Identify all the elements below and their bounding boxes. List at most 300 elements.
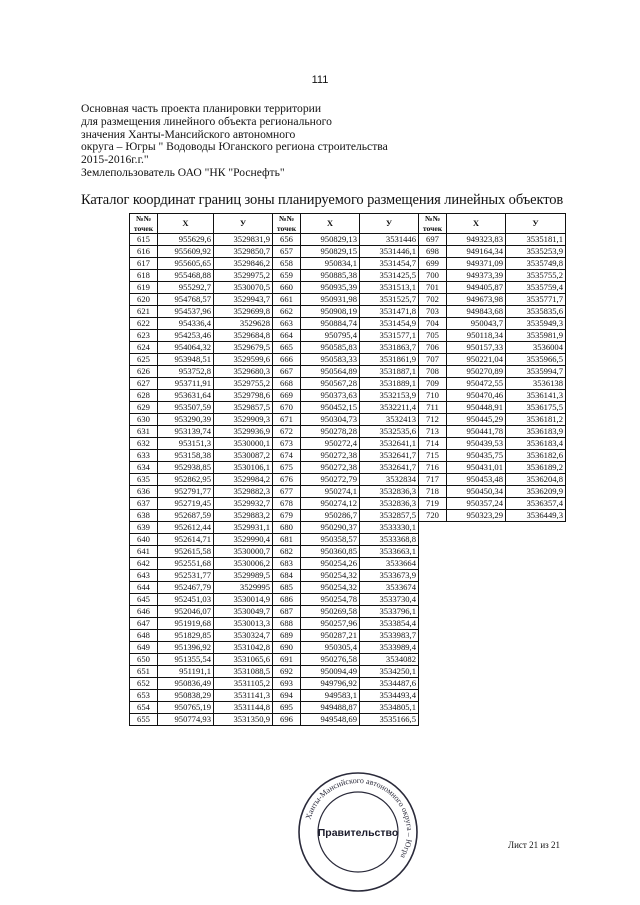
x-coordinate-cell: 949488,87: [301, 702, 360, 714]
point-number-cell: 707: [419, 354, 447, 366]
y-coordinate-cell: 3532211,4: [360, 402, 419, 414]
point-number-cell: 683: [273, 558, 301, 570]
table-row: [130, 522, 566, 534]
point-number-cell: 672: [273, 426, 301, 438]
y-coordinate-cell: 3533854,4: [360, 618, 419, 630]
point-number-cell: 660: [273, 282, 301, 294]
empty-cell: [506, 654, 566, 666]
empty-cell: [447, 558, 506, 570]
y-coordinate-cell: 3535166,5: [360, 714, 419, 726]
table-row: [130, 474, 566, 486]
x-coordinate-cell: 955605,65: [158, 258, 214, 270]
x-coordinate-cell: 950272,38: [301, 462, 360, 474]
table-row: [130, 450, 566, 462]
point-number-cell: 623: [130, 330, 158, 342]
y-coordinate-cell: 3533983,7: [360, 630, 419, 642]
table-row: [130, 354, 566, 366]
x-coordinate-cell: 953151,3: [158, 438, 214, 450]
x-coordinate-cell: 950795,4: [301, 330, 360, 342]
table-row: [130, 366, 566, 378]
empty-cell: [506, 714, 566, 726]
x-coordinate-cell: 953711,91: [158, 378, 214, 390]
x-coordinate-cell: 951396,92: [158, 642, 214, 654]
table-row: [130, 594, 566, 606]
y-coordinate-cell: 3536175,5: [506, 402, 566, 414]
y-coordinate-cell: 3532857,5: [360, 510, 419, 522]
x-coordinate-cell: 950452,15: [301, 402, 360, 414]
y-coordinate-cell: 3535749,8: [506, 258, 566, 270]
table-row: [130, 426, 566, 438]
x-coordinate-cell: 950358,57: [301, 534, 360, 546]
y-coordinate-cell: 3531861,9: [360, 354, 419, 366]
point-number-cell: 619: [130, 282, 158, 294]
point-number-cell: 715: [419, 450, 447, 462]
point-number-cell: 634: [130, 462, 158, 474]
y-coordinate-cell: 3529975,2: [214, 270, 273, 282]
empty-cell: [506, 630, 566, 642]
y-coordinate-cell: 3530006,2: [214, 558, 273, 570]
point-number-cell: 685: [273, 582, 301, 594]
point-number-cell: 630: [130, 414, 158, 426]
table-row: [130, 318, 566, 330]
table-row: [130, 690, 566, 702]
x-coordinate-cell: 949796,92: [301, 678, 360, 690]
y-coordinate-cell: 3535253,9: [506, 246, 566, 258]
table-row: [130, 246, 566, 258]
y-coordinate-cell: 3534805,1: [360, 702, 419, 714]
y-coordinate-cell: 3533673,9: [360, 570, 419, 582]
table-row: [130, 438, 566, 450]
empty-cell: [506, 546, 566, 558]
point-number-cell: 663: [273, 318, 301, 330]
x-coordinate-cell: 950431,01: [447, 462, 506, 474]
empty-cell: [506, 690, 566, 702]
x-coordinate-cell: 954253,46: [158, 330, 214, 342]
x-coordinate-cell: 950274,1: [301, 486, 360, 498]
point-number-cell: 711: [419, 402, 447, 414]
y-coordinate-cell: 3533730,4: [360, 594, 419, 606]
point-number-cell: 645: [130, 594, 158, 606]
y-coordinate-cell: 3530013,3: [214, 618, 273, 630]
empty-cell: [419, 678, 447, 690]
header-point-number: №№ точек: [419, 214, 447, 234]
y-coordinate-cell: 3529755,2: [214, 378, 273, 390]
point-number-cell: 665: [273, 342, 301, 354]
y-coordinate-cell: 3529628: [214, 318, 273, 330]
x-coordinate-cell: 954537,96: [158, 306, 214, 318]
y-coordinate-cell: 3534082: [360, 654, 419, 666]
table-row: [130, 534, 566, 546]
y-coordinate-cell: 3530049,7: [214, 606, 273, 618]
x-coordinate-cell: 952615,58: [158, 546, 214, 558]
header-y: У: [506, 214, 566, 234]
x-coordinate-cell: 952791,77: [158, 486, 214, 498]
x-coordinate-cell: 954064,32: [158, 342, 214, 354]
y-coordinate-cell: 3536189,2: [506, 462, 566, 474]
y-coordinate-cell: 3536181,2: [506, 414, 566, 426]
empty-cell: [447, 606, 506, 618]
y-coordinate-cell: 3532641,7: [360, 462, 419, 474]
point-number-cell: 641: [130, 546, 158, 558]
point-number-cell: 637: [130, 498, 158, 510]
table-row: [130, 666, 566, 678]
point-number-cell: 679: [273, 510, 301, 522]
header-line: для размещения линейного объекта регионального: [81, 114, 332, 128]
y-coordinate-cell: 3529883,2: [214, 510, 273, 522]
table-row: [130, 462, 566, 474]
x-coordinate-cell: 950094,49: [301, 666, 360, 678]
empty-cell: [506, 522, 566, 534]
point-number-cell: 649: [130, 642, 158, 654]
y-coordinate-cell: 3535181,1: [506, 234, 566, 246]
x-coordinate-cell: 950221,04: [447, 354, 506, 366]
empty-cell: [419, 702, 447, 714]
x-coordinate-cell: 950564,89: [301, 366, 360, 378]
x-coordinate-cell: 953507,59: [158, 402, 214, 414]
table-row: [130, 714, 566, 726]
y-coordinate-cell: 3535771,7: [506, 294, 566, 306]
point-number-cell: 622: [130, 318, 158, 330]
y-coordinate-cell: 3532641,1: [360, 438, 419, 450]
y-coordinate-cell: 3529798,6: [214, 390, 273, 402]
point-number-cell: 717: [419, 474, 447, 486]
x-coordinate-cell: 950931,98: [301, 294, 360, 306]
point-number-cell: 657: [273, 246, 301, 258]
x-coordinate-cell: 950043,7: [447, 318, 506, 330]
point-number-cell: 706: [419, 342, 447, 354]
point-number-cell: 655: [130, 714, 158, 726]
x-coordinate-cell: 952551,68: [158, 558, 214, 570]
y-coordinate-cell: 3535994,7: [506, 366, 566, 378]
x-coordinate-cell: 950834,1: [301, 258, 360, 270]
y-coordinate-cell: 3531525,7: [360, 294, 419, 306]
point-number-cell: 708: [419, 366, 447, 378]
header-line: Основная часть проекта планировки территории: [81, 102, 322, 115]
table-row: [130, 630, 566, 642]
point-number-cell: 658: [273, 258, 301, 270]
empty-cell: [447, 630, 506, 642]
point-number-cell: 710: [419, 390, 447, 402]
y-coordinate-cell: 3530070,5: [214, 282, 273, 294]
point-number-cell: 654: [130, 702, 158, 714]
x-coordinate-cell: 952614,71: [158, 534, 214, 546]
x-coordinate-cell: 950360,85: [301, 546, 360, 558]
empty-cell: [447, 594, 506, 606]
point-number-cell: 624: [130, 342, 158, 354]
y-coordinate-cell: 3534493,4: [360, 690, 419, 702]
point-number-cell: 697: [419, 234, 447, 246]
table-row: [130, 486, 566, 498]
y-coordinate-cell: 3533664: [360, 558, 419, 570]
header-y: У: [214, 214, 273, 234]
point-number-cell: 664: [273, 330, 301, 342]
point-number-cell: 686: [273, 594, 301, 606]
point-number-cell: 692: [273, 666, 301, 678]
y-coordinate-cell: 3536357,4: [506, 498, 566, 510]
x-coordinate-cell: 951829,85: [158, 630, 214, 642]
y-coordinate-cell: 3529909,3: [214, 414, 273, 426]
x-coordinate-cell: 950272,79: [301, 474, 360, 486]
x-coordinate-cell: 950274,12: [301, 498, 360, 510]
x-coordinate-cell: 953290,39: [158, 414, 214, 426]
x-coordinate-cell: 952451,03: [158, 594, 214, 606]
y-coordinate-cell: 3529936,9: [214, 426, 273, 438]
x-coordinate-cell: 950908,19: [301, 306, 360, 318]
empty-cell: [419, 654, 447, 666]
x-coordinate-cell: 953139,74: [158, 426, 214, 438]
point-number-cell: 676: [273, 474, 301, 486]
empty-cell: [447, 714, 506, 726]
table-row: [130, 414, 566, 426]
y-coordinate-cell: 3529932,7: [214, 498, 273, 510]
empty-cell: [506, 606, 566, 618]
x-coordinate-cell: 953752,8: [158, 366, 214, 378]
y-coordinate-cell: 3535966,5: [506, 354, 566, 366]
document-header: [81, 103, 511, 180]
x-coordinate-cell: 950254,26: [301, 558, 360, 570]
empty-cell: [419, 522, 447, 534]
table-row: [130, 618, 566, 630]
empty-cell: [506, 702, 566, 714]
x-coordinate-cell: 950838,29: [158, 690, 214, 702]
x-coordinate-cell: 950453,48: [447, 474, 506, 486]
empty-cell: [447, 546, 506, 558]
y-coordinate-cell: 3529680,3: [214, 366, 273, 378]
empty-cell: [447, 618, 506, 630]
x-coordinate-cell: 950450,34: [447, 486, 506, 498]
point-number-cell: 703: [419, 306, 447, 318]
x-coordinate-cell: 952531,77: [158, 570, 214, 582]
table-row: [130, 642, 566, 654]
y-coordinate-cell: 3530014,9: [214, 594, 273, 606]
empty-cell: [419, 546, 447, 558]
y-coordinate-cell: 3533674: [360, 582, 419, 594]
empty-cell: [419, 570, 447, 582]
point-number-cell: 693: [273, 678, 301, 690]
point-number-cell: 684: [273, 570, 301, 582]
point-number-cell: 621: [130, 306, 158, 318]
header-x: X: [447, 214, 506, 234]
x-coordinate-cell: 949323,83: [447, 234, 506, 246]
empty-cell: [419, 534, 447, 546]
point-number-cell: 694: [273, 690, 301, 702]
header-line: Землепользователь ОАО "НК "Роснефть": [81, 165, 285, 179]
y-coordinate-cell: 3536209,9: [506, 486, 566, 498]
y-coordinate-cell: 3536183,9: [506, 426, 566, 438]
empty-cell: [506, 642, 566, 654]
point-number-cell: 716: [419, 462, 447, 474]
x-coordinate-cell: 950585,83: [301, 342, 360, 354]
y-coordinate-cell: 3529831,9: [214, 234, 273, 246]
x-coordinate-cell: 953631,64: [158, 390, 214, 402]
point-number-cell: 642: [130, 558, 158, 570]
y-coordinate-cell: 3531105,2: [214, 678, 273, 690]
table-row: [130, 546, 566, 558]
x-coordinate-cell: 952046,07: [158, 606, 214, 618]
point-number-cell: 681: [273, 534, 301, 546]
point-number-cell: 705: [419, 330, 447, 342]
y-coordinate-cell: 3534487,6: [360, 678, 419, 690]
point-number-cell: 674: [273, 450, 301, 462]
table-row: [130, 558, 566, 570]
point-number-cell: 653: [130, 690, 158, 702]
x-coordinate-cell: 950323,29: [447, 510, 506, 522]
table-row: [130, 234, 566, 246]
empty-cell: [447, 690, 506, 702]
header-line: значения Ханты-Мансийского автономного: [81, 127, 296, 141]
empty-cell: [447, 642, 506, 654]
empty-cell: [447, 666, 506, 678]
x-coordinate-cell: 950441,78: [447, 426, 506, 438]
seal-ring-text: Ханты-Мансийского автономного округа – Югра: [303, 775, 415, 860]
point-number-cell: 682: [273, 546, 301, 558]
x-coordinate-cell: 952862,95: [158, 474, 214, 486]
y-coordinate-cell: 3531863,7: [360, 342, 419, 354]
y-coordinate-cell: 3534250,1: [360, 666, 419, 678]
y-coordinate-cell: 3529857,5: [214, 402, 273, 414]
table-row: [130, 654, 566, 666]
y-coordinate-cell: 3531065,6: [214, 654, 273, 666]
y-coordinate-cell: 3535949,3: [506, 318, 566, 330]
y-coordinate-cell: 3531446: [360, 234, 419, 246]
y-coordinate-cell: 3531454,7: [360, 258, 419, 270]
y-coordinate-cell: 3536004: [506, 342, 566, 354]
table-row: [130, 390, 566, 402]
point-number-cell: 615: [130, 234, 158, 246]
table-row: [130, 582, 566, 594]
point-number-cell: 700: [419, 270, 447, 282]
point-number-cell: 691: [273, 654, 301, 666]
empty-cell: [506, 558, 566, 570]
point-number-cell: 656: [273, 234, 301, 246]
point-number-cell: 713: [419, 426, 447, 438]
y-coordinate-cell: 3535755,2: [506, 270, 566, 282]
x-coordinate-cell: 952612,44: [158, 522, 214, 534]
point-number-cell: 671: [273, 414, 301, 426]
y-coordinate-cell: 3536138: [506, 378, 566, 390]
empty-cell: [419, 714, 447, 726]
y-coordinate-cell: 3532834: [360, 474, 419, 486]
header-line: округа – Югры " Водоводы Юганского региона строительства: [81, 140, 388, 154]
point-number-cell: 629: [130, 402, 158, 414]
x-coordinate-cell: 955629,6: [158, 234, 214, 246]
point-number-cell: 666: [273, 354, 301, 366]
empty-cell: [506, 582, 566, 594]
point-number-cell: 695: [273, 702, 301, 714]
y-coordinate-cell: 3531454,9: [360, 318, 419, 330]
x-coordinate-cell: 953948,51: [158, 354, 214, 366]
point-number-cell: 696: [273, 714, 301, 726]
y-coordinate-cell: 3531577,1: [360, 330, 419, 342]
x-coordinate-cell: 949373,39: [447, 270, 506, 282]
point-number-cell: 638: [130, 510, 158, 522]
x-coordinate-cell: 950885,38: [301, 270, 360, 282]
y-coordinate-cell: 3532836,3: [360, 498, 419, 510]
x-coordinate-cell: 950272,38: [301, 450, 360, 462]
point-number-cell: 704: [419, 318, 447, 330]
x-coordinate-cell: 950357,24: [447, 498, 506, 510]
point-number-cell: 646: [130, 606, 158, 618]
point-number-cell: 714: [419, 438, 447, 450]
x-coordinate-cell: 955609,92: [158, 246, 214, 258]
table-row: [130, 258, 566, 270]
y-coordinate-cell: 3529850,7: [214, 246, 273, 258]
y-coordinate-cell: 3533989,4: [360, 642, 419, 654]
empty-cell: [447, 678, 506, 690]
point-number-cell: 719: [419, 498, 447, 510]
point-number-cell: 712: [419, 414, 447, 426]
x-coordinate-cell: 950254,32: [301, 582, 360, 594]
x-coordinate-cell: 950254,32: [301, 570, 360, 582]
y-coordinate-cell: 3529599,6: [214, 354, 273, 366]
point-number-cell: 690: [273, 642, 301, 654]
point-number-cell: 669: [273, 390, 301, 402]
table-header-row: [130, 214, 566, 234]
empty-cell: [447, 654, 506, 666]
point-number-cell: 720: [419, 510, 447, 522]
y-coordinate-cell: 3529699,8: [214, 306, 273, 318]
point-number-cell: 687: [273, 606, 301, 618]
point-number-cell: 627: [130, 378, 158, 390]
point-number-cell: 689: [273, 630, 301, 642]
x-coordinate-cell: 951191,1: [158, 666, 214, 678]
point-number-cell: 701: [419, 282, 447, 294]
y-coordinate-cell: 3531141,3: [214, 690, 273, 702]
empty-cell: [506, 618, 566, 630]
point-number-cell: 662: [273, 306, 301, 318]
empty-cell: [419, 606, 447, 618]
point-number-cell: 668: [273, 378, 301, 390]
y-coordinate-cell: 3532836,3: [360, 486, 419, 498]
coordinates-table: [129, 213, 566, 726]
y-coordinate-cell: 3531042,8: [214, 642, 273, 654]
y-coordinate-cell: 3530324,7: [214, 630, 273, 642]
y-coordinate-cell: 3529882,3: [214, 486, 273, 498]
table-row: [130, 570, 566, 582]
point-number-cell: 677: [273, 486, 301, 498]
y-coordinate-cell: 3532153,9: [360, 390, 419, 402]
y-coordinate-cell: 3531513,1: [360, 282, 419, 294]
x-coordinate-cell: 950272,4: [301, 438, 360, 450]
empty-cell: [419, 558, 447, 570]
x-coordinate-cell: 950304,73: [301, 414, 360, 426]
y-coordinate-cell: 3531446,1: [360, 246, 419, 258]
x-coordinate-cell: 950435,75: [447, 450, 506, 462]
point-number-cell: 652: [130, 678, 158, 690]
table-row: [130, 510, 566, 522]
x-coordinate-cell: 950270,89: [447, 366, 506, 378]
y-coordinate-cell: 3530087,2: [214, 450, 273, 462]
header-x: X: [301, 214, 360, 234]
y-coordinate-cell: 3529990,4: [214, 534, 273, 546]
point-number-cell: 688: [273, 618, 301, 630]
point-number-cell: 718: [419, 486, 447, 498]
point-number-cell: 650: [130, 654, 158, 666]
x-coordinate-cell: 955292,7: [158, 282, 214, 294]
empty-cell: [419, 690, 447, 702]
empty-cell: [419, 594, 447, 606]
table-row: [130, 402, 566, 414]
y-coordinate-cell: 3529989,5: [214, 570, 273, 582]
table-row: [130, 498, 566, 510]
y-coordinate-cell: 3536204,8: [506, 474, 566, 486]
header-line: 2015-2016г.г.": [81, 153, 149, 167]
x-coordinate-cell: 949371,09: [447, 258, 506, 270]
table-row: [130, 702, 566, 714]
point-number-cell: 618: [130, 270, 158, 282]
y-coordinate-cell: 3529943,7: [214, 294, 273, 306]
table-row: [130, 678, 566, 690]
